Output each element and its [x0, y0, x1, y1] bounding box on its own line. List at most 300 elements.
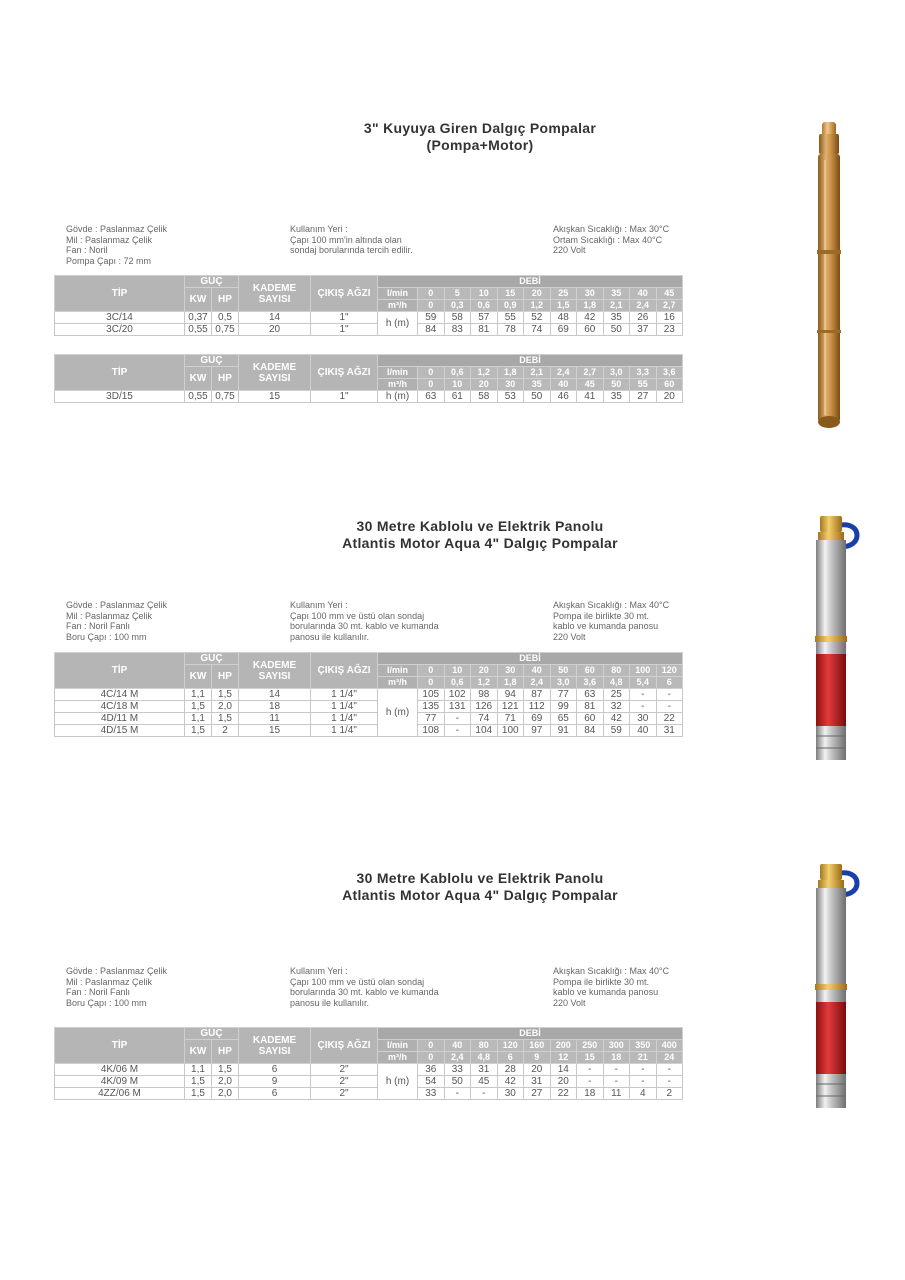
- flow-m3h: 1,2: [524, 300, 551, 312]
- flow-m3h: 2,1: [603, 300, 630, 312]
- cell-h: 121: [497, 701, 524, 713]
- cell-h: 59: [418, 312, 445, 324]
- cell-h: -: [630, 1076, 657, 1088]
- flow-lmin: 120: [497, 1040, 524, 1052]
- flow-lmin: 10: [444, 665, 471, 677]
- header-m3h: m³/h: [378, 379, 418, 391]
- cell-h: 35: [603, 391, 630, 403]
- cell-h: 11: [603, 1088, 630, 1100]
- cell-h: 94: [497, 689, 524, 701]
- flow-m3h: 1,8: [497, 677, 524, 689]
- flow-lmin: 120: [656, 665, 683, 677]
- section3-specs-right: Akışkan Sıcaklığı : Max 40°C Pompa ile birlikte 30 mt. kablo ve kumanda panosu 220 Volt: [553, 966, 670, 1008]
- cell-h: 23: [656, 324, 683, 336]
- cell-kademe: 15: [239, 725, 311, 737]
- cell-h: 41: [577, 391, 604, 403]
- header-m3h: m³/h: [378, 1052, 418, 1064]
- cell-h: -: [444, 725, 471, 737]
- cell-tip: 4D/15 M: [55, 725, 185, 737]
- flow-lmin: 45: [656, 288, 683, 300]
- cell-h: -: [603, 1076, 630, 1088]
- cell-hp: 0,75: [212, 324, 239, 336]
- section2-title-line2: Atlantis Motor Aqua 4" Dalgıç Pompalar: [342, 535, 618, 551]
- section1-title-line1: 3" Kuyuya Giren Dalgıç Pompalar: [363, 120, 597, 136]
- header-kw: KW: [185, 288, 212, 312]
- section2-table: [54, 652, 683, 737]
- cell-h: 84: [577, 725, 604, 737]
- section1-table-a: [54, 275, 683, 336]
- cell-h: 42: [603, 713, 630, 725]
- cell-h: 65: [550, 713, 577, 725]
- flow-m3h: 4,8: [471, 1052, 498, 1064]
- cell-h: 37: [630, 324, 657, 336]
- section3-specs-mid: Kullanım Yeri : Çapı 100 mm ve üstü olan sondaj borularında 30 mt. kablo ve kumanda panosu ile kullanılır.: [290, 966, 439, 1008]
- header-m3h: m³/h: [378, 677, 418, 689]
- cell-hp: 0,75: [212, 391, 239, 403]
- cell-h: 32: [603, 701, 630, 713]
- flow-lmin: 3,3: [630, 367, 657, 379]
- header-hp: HP: [212, 665, 239, 689]
- cell-h: 97: [524, 725, 551, 737]
- header-guc: GÜÇ: [185, 653, 239, 665]
- header-tip: TİP: [55, 276, 185, 312]
- flow-m3h: 15: [577, 1052, 604, 1064]
- header-kw: KW: [185, 367, 212, 391]
- flow-lmin: 25: [550, 288, 577, 300]
- cell-kw: 1,1: [185, 713, 212, 725]
- cell-cikis: 1 1/4": [311, 713, 378, 725]
- flow-m3h: 1,2: [471, 677, 498, 689]
- flow-lmin: 0: [418, 1040, 445, 1052]
- flow-m3h: 24: [656, 1052, 683, 1064]
- flow-m3h: 1,8: [577, 300, 604, 312]
- cell-h: 102: [444, 689, 471, 701]
- cell-h: 60: [577, 324, 604, 336]
- cell-h: 69: [550, 324, 577, 336]
- cell-h: 42: [497, 1076, 524, 1088]
- cell-kademe: 14: [239, 312, 311, 324]
- cell-h: 27: [630, 391, 657, 403]
- cell-h: -: [630, 701, 657, 713]
- cell-h: -: [656, 1064, 683, 1076]
- cell-h: -: [577, 1064, 604, 1076]
- flow-lmin: 15: [497, 288, 524, 300]
- flow-lmin: 40: [524, 665, 551, 677]
- section1-specs-right: Akışkan Sıcaklığı : Max 30°C Ortam Sıcaklığı : Max 40°C 220 Volt: [553, 224, 670, 255]
- cell-hp: 2,0: [212, 701, 239, 713]
- cell-hp: 1,5: [212, 713, 239, 725]
- flow-lmin: 2,7: [577, 367, 604, 379]
- cell-h: 30: [630, 713, 657, 725]
- header-kw: KW: [185, 665, 212, 689]
- cell-h: 30: [497, 1088, 524, 1100]
- cell-tip: 3D/15: [55, 391, 185, 403]
- header-lmin: l/min: [378, 665, 418, 677]
- flow-lmin: 40: [630, 288, 657, 300]
- header-lmin: l/min: [378, 288, 418, 300]
- flow-lmin: 100: [630, 665, 657, 677]
- cell-h: 74: [471, 713, 498, 725]
- header-m3h: m³/h: [378, 300, 418, 312]
- cell-h: 33: [418, 1088, 445, 1100]
- header-lmin: l/min: [378, 367, 418, 379]
- brass-pump-image: [812, 120, 846, 432]
- flow-m3h: 0: [418, 1052, 445, 1064]
- cell-kw: 1,1: [185, 1064, 212, 1076]
- flow-m3h: 50: [603, 379, 630, 391]
- cell-h: 45: [471, 1076, 498, 1088]
- cell-h: 71: [497, 713, 524, 725]
- cell-h: 58: [444, 312, 471, 324]
- flow-lmin: 350: [630, 1040, 657, 1052]
- cell-h: 131: [444, 701, 471, 713]
- table-row: [55, 689, 683, 701]
- stainless-pump-image: [806, 860, 868, 1112]
- cell-kademe: 6: [239, 1088, 311, 1100]
- flow-lmin: 0: [418, 288, 445, 300]
- cell-h: 112: [524, 701, 551, 713]
- section1-title-line2: (Pompa+Motor): [426, 137, 534, 153]
- flow-m3h: 10: [444, 379, 471, 391]
- cell-hp: 2,0: [212, 1076, 239, 1088]
- header-kademe: KADEME SAYISI: [239, 355, 311, 391]
- flow-m3h: 0,6: [471, 300, 498, 312]
- cell-cikis: 1 1/4": [311, 725, 378, 737]
- cell-h: 50: [524, 391, 551, 403]
- flow-lmin: 0: [418, 367, 445, 379]
- cell-h: -: [630, 1064, 657, 1076]
- header-guc: GÜÇ: [185, 1028, 239, 1040]
- cell-h: 16: [656, 312, 683, 324]
- header-debi: DEBİ: [378, 355, 683, 367]
- cell-kw: 1,5: [185, 725, 212, 737]
- table-row: [55, 391, 683, 403]
- flow-m3h: 0: [418, 677, 445, 689]
- flow-m3h: 4,8: [603, 677, 630, 689]
- cell-h: 31: [471, 1064, 498, 1076]
- cell-cikis: 1": [311, 391, 378, 403]
- cell-h: 126: [471, 701, 498, 713]
- cell-h: 59: [603, 725, 630, 737]
- cell-h: -: [630, 689, 657, 701]
- flow-lmin: 160: [524, 1040, 551, 1052]
- flow-lmin: 30: [497, 665, 524, 677]
- flow-m3h: 30: [497, 379, 524, 391]
- table-row: [55, 1088, 683, 1100]
- cell-h: 77: [550, 689, 577, 701]
- header-hp: HP: [212, 1040, 239, 1064]
- cell-hm: h (m): [378, 689, 418, 737]
- header-hp: HP: [212, 288, 239, 312]
- flow-lmin: 30: [577, 288, 604, 300]
- cell-h: 31: [524, 1076, 551, 1088]
- table-row: [55, 701, 683, 713]
- cell-hm: h (m): [378, 1064, 418, 1100]
- cell-h: 84: [418, 324, 445, 336]
- cell-h: 98: [471, 689, 498, 701]
- header-lmin: l/min: [378, 1040, 418, 1052]
- flow-m3h: 0,3: [444, 300, 471, 312]
- cell-h: 22: [550, 1088, 577, 1100]
- cell-h: -: [656, 701, 683, 713]
- table-row: [55, 312, 683, 324]
- flow-m3h: 1,5: [550, 300, 577, 312]
- cell-hp: 0,5: [212, 312, 239, 324]
- cell-kademe: 11: [239, 713, 311, 725]
- flow-lmin: 3,6: [656, 367, 683, 379]
- flow-lmin: 35: [603, 288, 630, 300]
- flow-m3h: 45: [577, 379, 604, 391]
- section3-title-line1: 30 Metre Kablolu ve Elektrik Panolu: [356, 870, 604, 886]
- flow-lmin: 200: [550, 1040, 577, 1052]
- section3-specs-left: Gövde : Paslanmaz Çelik Mil : Paslanmaz Çelik Fan : Noril Fanlı Boru Çapı : 100 mm: [66, 966, 168, 1008]
- flow-m3h: 0: [418, 300, 445, 312]
- cell-h: 108: [418, 725, 445, 737]
- flow-m3h: 18: [603, 1052, 630, 1064]
- cell-h: 53: [497, 391, 524, 403]
- flow-lmin: 10: [471, 288, 498, 300]
- cell-h: 54: [418, 1076, 445, 1088]
- cell-cikis: 1 1/4": [311, 689, 378, 701]
- header-kw: KW: [185, 1040, 212, 1064]
- section1-specs-mid: Kullanım Yeri : Çapı 100 mm'in altında olan sondaj borularında tercih edilir.: [290, 224, 413, 255]
- cell-h: 4: [630, 1088, 657, 1100]
- cell-h: 27: [524, 1088, 551, 1100]
- section3-title: [250, 870, 710, 904]
- section2-title-line1: 30 Metre Kablolu ve Elektrik Panolu: [356, 518, 604, 534]
- cell-h: 81: [577, 701, 604, 713]
- cell-h: 135: [418, 701, 445, 713]
- cell-kademe: 18: [239, 701, 311, 713]
- cell-h: 35: [603, 312, 630, 324]
- cell-h: 42: [577, 312, 604, 324]
- cell-h: 20: [524, 1064, 551, 1076]
- cell-tip: 4K/06 M: [55, 1064, 185, 1076]
- cell-h: -: [603, 1064, 630, 1076]
- flow-m3h: 0: [418, 379, 445, 391]
- flow-m3h: 35: [524, 379, 551, 391]
- flow-lmin: 3,0: [603, 367, 630, 379]
- cell-h: 104: [471, 725, 498, 737]
- header-cikis: ÇIKIŞ AĞZI: [311, 355, 378, 391]
- cell-h: 91: [550, 725, 577, 737]
- flow-m3h: 5,4: [630, 677, 657, 689]
- cell-h: 28: [497, 1064, 524, 1076]
- flow-m3h: 21: [630, 1052, 657, 1064]
- flow-m3h: 9: [524, 1052, 551, 1064]
- flow-lmin: 80: [471, 1040, 498, 1052]
- header-guc: GÜÇ: [185, 276, 239, 288]
- cell-kademe: 6: [239, 1064, 311, 1076]
- table-row: [55, 713, 683, 725]
- cell-h: 50: [444, 1076, 471, 1088]
- cell-h: 69: [524, 713, 551, 725]
- header-cikis: ÇIKIŞ AĞZI: [311, 276, 378, 312]
- cell-h: 100: [497, 725, 524, 737]
- cell-kw: 0,55: [185, 324, 212, 336]
- cell-cikis: 1 1/4": [311, 701, 378, 713]
- flow-m3h: 3,0: [550, 677, 577, 689]
- flow-lmin: 0: [418, 665, 445, 677]
- cell-hm: h (m): [378, 312, 418, 336]
- section1-table-b: [54, 354, 683, 403]
- cell-tip: 4D/11 M: [55, 713, 185, 725]
- cell-h: 87: [524, 689, 551, 701]
- cell-h: -: [471, 1088, 498, 1100]
- cell-h: 20: [550, 1076, 577, 1088]
- cell-h: 78: [497, 324, 524, 336]
- cell-h: 36: [418, 1064, 445, 1076]
- header-tip: TİP: [55, 355, 185, 391]
- header-guc: GÜÇ: [185, 355, 239, 367]
- flow-m3h: 2,4: [630, 300, 657, 312]
- header-debi: DEBİ: [378, 276, 683, 288]
- cell-tip: 4C/18 M: [55, 701, 185, 713]
- cell-h: 48: [550, 312, 577, 324]
- cell-h: 26: [630, 312, 657, 324]
- header-cikis: ÇIKIŞ AĞZI: [311, 653, 378, 689]
- cell-h: 46: [550, 391, 577, 403]
- cell-h: 33: [444, 1064, 471, 1076]
- cell-h: 63: [577, 689, 604, 701]
- cell-kw: 1,5: [185, 1076, 212, 1088]
- cell-h: -: [444, 713, 471, 725]
- flow-m3h: 2,7: [656, 300, 683, 312]
- header-kademe: KADEME SAYISI: [239, 653, 311, 689]
- table-row: [55, 1076, 683, 1088]
- cell-h: 83: [444, 324, 471, 336]
- cell-h: 22: [656, 713, 683, 725]
- flow-lmin: 300: [603, 1040, 630, 1052]
- cell-kw: 1,5: [185, 1088, 212, 1100]
- header-kademe: KADEME SAYISI: [239, 1028, 311, 1064]
- header-debi: DEBİ: [378, 653, 683, 665]
- cell-hp: 2,0: [212, 1088, 239, 1100]
- cell-h: 40: [630, 725, 657, 737]
- cell-hp: 2: [212, 725, 239, 737]
- cell-kademe: 14: [239, 689, 311, 701]
- flow-lmin: 50: [550, 665, 577, 677]
- cell-kademe: 20: [239, 324, 311, 336]
- header-hp: HP: [212, 367, 239, 391]
- header-kademe: KADEME SAYISI: [239, 276, 311, 312]
- flow-m3h: 0,6: [444, 677, 471, 689]
- flow-m3h: 2,4: [444, 1052, 471, 1064]
- cell-h: 99: [550, 701, 577, 713]
- flow-lmin: 5: [444, 288, 471, 300]
- section1-specs-left: Gövde : Paslanmaz Çelik Mil : Paslanmaz Çelik Fan : Noril Pompa Çapı : 72 mm: [66, 224, 168, 266]
- cell-h: 57: [471, 312, 498, 324]
- cell-h: 31: [656, 725, 683, 737]
- flow-lmin: 2,1: [524, 367, 551, 379]
- section2-specs-mid: Kullanım Yeri : Çapı 100 mm ve üstü olan sondaj borularında 30 mt. kablo ve kumanda panosu ile kullanılır.: [290, 600, 439, 642]
- cell-h: 105: [418, 689, 445, 701]
- flow-lmin: 1,2: [471, 367, 498, 379]
- section3-table: [54, 1027, 683, 1100]
- stainless-pump-image: [806, 512, 868, 764]
- cell-tip: 4ZZ/06 M: [55, 1088, 185, 1100]
- cell-h: 18: [577, 1088, 604, 1100]
- cell-h: 25: [603, 689, 630, 701]
- cell-cikis: 2": [311, 1064, 378, 1076]
- table-row: [55, 725, 683, 737]
- flow-lmin: 40: [444, 1040, 471, 1052]
- flow-m3h: 55: [630, 379, 657, 391]
- cell-kw: 0,55: [185, 391, 212, 403]
- table-row: [55, 1064, 683, 1076]
- cell-hm: h (m): [378, 391, 418, 403]
- flow-m3h: 2,4: [524, 677, 551, 689]
- cell-h: 14: [550, 1064, 577, 1076]
- flow-lmin: 2,4: [550, 367, 577, 379]
- cell-h: 52: [524, 312, 551, 324]
- cell-tip: 4C/14 M: [55, 689, 185, 701]
- cell-h: -: [444, 1088, 471, 1100]
- cell-h: 74: [524, 324, 551, 336]
- cell-tip: 3C/20: [55, 324, 185, 336]
- flow-m3h: 6: [497, 1052, 524, 1064]
- cell-kademe: 9: [239, 1076, 311, 1088]
- cell-h: -: [656, 689, 683, 701]
- flow-lmin: 80: [603, 665, 630, 677]
- cell-h: 77: [418, 713, 445, 725]
- cell-kw: 1,5: [185, 701, 212, 713]
- section2-title: [250, 518, 710, 552]
- header-cikis: ÇIKIŞ AĞZI: [311, 1028, 378, 1064]
- section2-specs-right: Akışkan Sıcaklığı : Max 40°C Pompa ile birlikte 30 mt. kablo ve kumanda panosu 220 Volt: [553, 600, 670, 642]
- flow-m3h: 40: [550, 379, 577, 391]
- header-tip: TİP: [55, 1028, 185, 1064]
- cell-h: 2: [656, 1088, 683, 1100]
- flow-m3h: 3,6: [577, 677, 604, 689]
- cell-h: 58: [471, 391, 498, 403]
- cell-h: 61: [444, 391, 471, 403]
- cell-hp: 1,5: [212, 689, 239, 701]
- cell-kw: 1,1: [185, 689, 212, 701]
- cell-cikis: 1": [311, 324, 378, 336]
- cell-h: 63: [418, 391, 445, 403]
- flow-m3h: 6: [656, 677, 683, 689]
- flow-m3h: 12: [550, 1052, 577, 1064]
- section3-title-line2: Atlantis Motor Aqua 4" Dalgıç Pompalar: [342, 887, 618, 903]
- flow-lmin: 60: [577, 665, 604, 677]
- flow-lmin: 0,6: [444, 367, 471, 379]
- cell-kademe: 15: [239, 391, 311, 403]
- cell-tip: 4K/09 M: [55, 1076, 185, 1088]
- flow-m3h: 0,9: [497, 300, 524, 312]
- section2-specs-left: Gövde : Paslanmaz Çelik Mil : Paslanmaz Çelik Fan : Noril Fanlı Boru Çapı : 100 mm: [66, 600, 168, 642]
- cell-h: -: [577, 1076, 604, 1088]
- section1-title: [250, 120, 710, 154]
- cell-cikis: 1": [311, 312, 378, 324]
- flow-lmin: 400: [656, 1040, 683, 1052]
- cell-h: -: [656, 1076, 683, 1088]
- header-tip: TİP: [55, 653, 185, 689]
- cell-h: 55: [497, 312, 524, 324]
- flow-lmin: 20: [524, 288, 551, 300]
- cell-tip: 3C/14: [55, 312, 185, 324]
- flow-lmin: 20: [471, 665, 498, 677]
- flow-m3h: 60: [656, 379, 683, 391]
- flow-lmin: 1,8: [497, 367, 524, 379]
- cell-h: 50: [603, 324, 630, 336]
- flow-m3h: 20: [471, 379, 498, 391]
- cell-h: 81: [471, 324, 498, 336]
- table-row: [55, 324, 683, 336]
- header-debi: DEBİ: [378, 1028, 683, 1040]
- flow-lmin: 250: [577, 1040, 604, 1052]
- cell-cikis: 2": [311, 1076, 378, 1088]
